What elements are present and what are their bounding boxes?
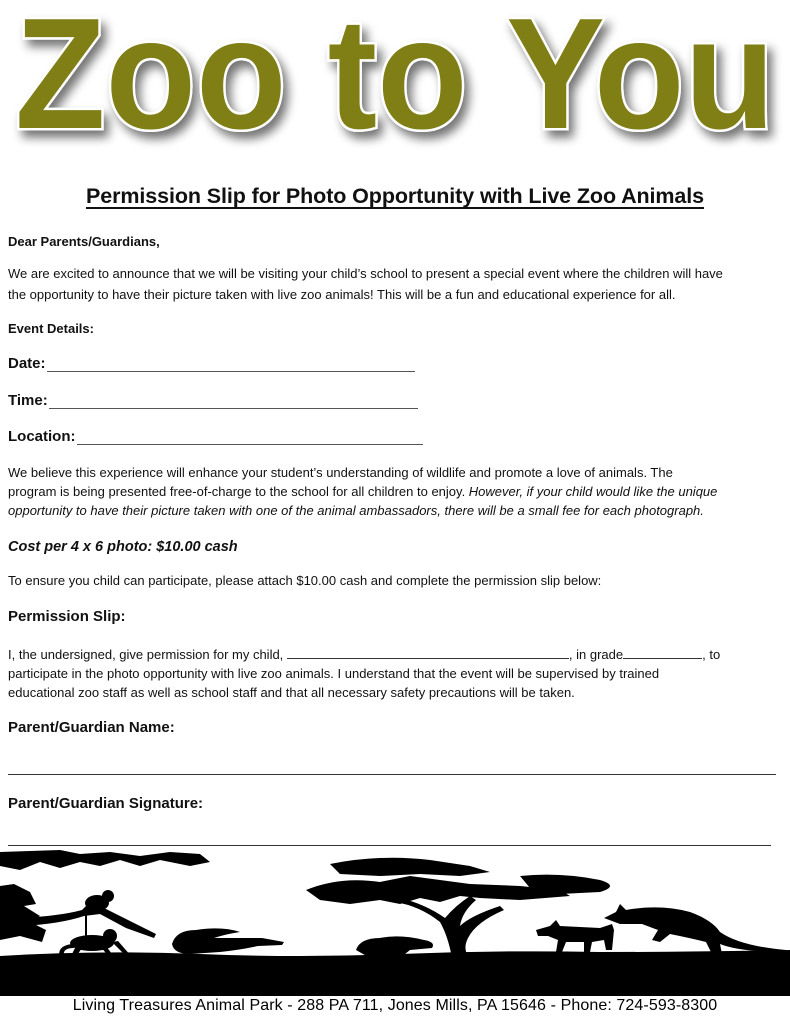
grade-blank[interactable] [623,646,702,659]
benefit-text-line-2 [8,482,717,502]
parent-signature-label: Parent/Guardian Signature: [8,795,204,812]
permission-text-part-2: , in grade [568,647,624,662]
permission-text-part-3: , to [702,647,721,662]
footer-contact-info: Living Treasures Animal Park - 288 PA 711, Jones Mills, PA 15646 - Phone: 724-593-8300 [72,997,718,1014]
permission-text-line-1 [8,645,720,665]
kangaroo-icon [604,904,786,954]
parent-name-line[interactable] [8,774,776,775]
parent-name-label: Parent/Guardian Name: [8,719,175,736]
date-blank-line[interactable] [47,357,415,372]
date-label: Date: [8,355,46,372]
time-field[interactable] [8,392,418,409]
page-title: Permission Slip for Photo Opportunity with Live Zoo Animals [85,184,705,208]
permission-slip-heading: Permission Slip: [8,608,126,625]
time-blank-line[interactable] [49,394,418,409]
location-field[interactable] [8,428,423,445]
event-details-heading: Event Details: [8,321,94,336]
benefit-text-regular: program is being presented free-of-charge to the school for all children to enjoy. [8,484,469,499]
greeting: Dear Parents/Guardians, [8,234,160,249]
zoo-to-you-logo [0,0,790,160]
permission-text-part-1: I, the undersigned, give permission for my child, [8,647,287,662]
cost-statement: Cost per 4 x 6 photo: $10.00 cash [8,539,238,555]
anteater-icon [172,928,284,954]
goat-icon [536,920,614,952]
location-label: Location: [8,428,76,445]
benefit-text-italic: However, if your child would like the unique [468,484,718,499]
location-blank-line[interactable] [77,430,423,445]
intro-text-line-2: the opportunity to have their picture taken with live zoo animals! This will be a fun and educational experience for all. [8,287,676,302]
permission-text-line-3: educational zoo staff as well as school staff and that all necessary safety precautions will be taken. [8,685,575,700]
date-field[interactable] [8,355,415,372]
child-name-blank[interactable] [287,646,569,659]
intro-text-line-1: We are excited to announce that we will be visiting your child’s school to present a special event where the children will have [8,266,723,281]
benefit-text-line-1: We believe this experience will enhance your student’s understanding of wildlife and promote a love of animals. The [8,465,673,480]
time-label: Time: [8,392,48,409]
benefit-text-line-3: opportunity to have their picture taken with one of the animal ambassadors, there will be a small fee for each photograph. [8,503,704,518]
savanna-silhouette-image [0,846,790,996]
logo-text: Zoo to You [15,0,775,160]
ground-icon [0,950,790,996]
instruction-text: To ensure you child can participate, please attach $10.00 cash and complete the permission slip below: [8,573,602,588]
permission-text-line-2: participate in the photo opportunity with live zoo animals. I understand that the event will be supervised by trained [8,666,660,681]
